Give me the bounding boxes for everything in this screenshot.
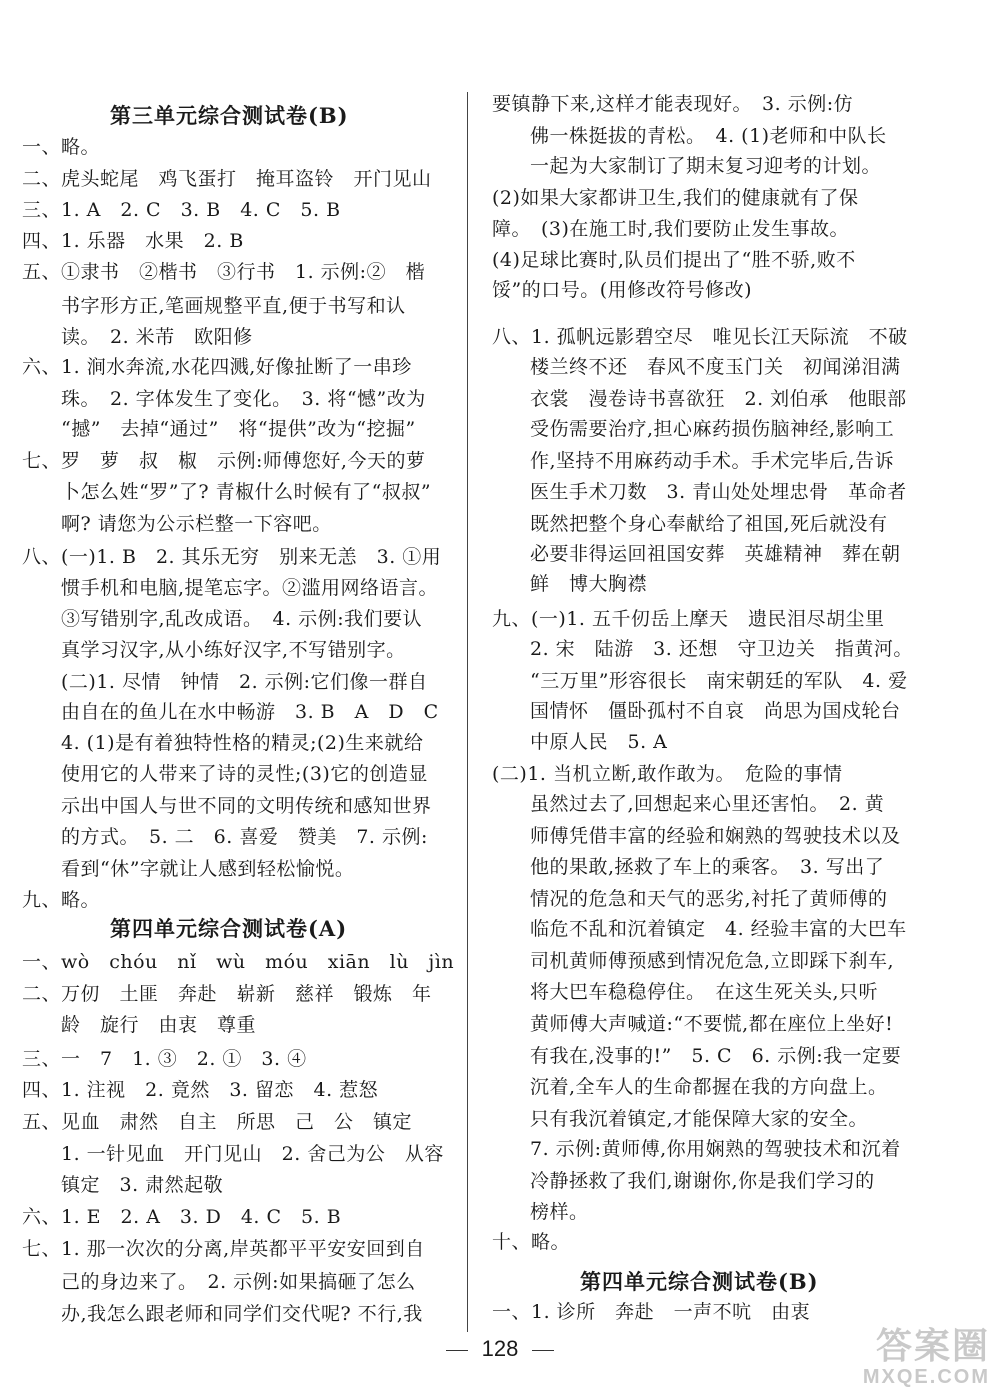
answer-line: 4. (1)是有着独特性格的精灵;(2)生来就给	[22, 732, 424, 754]
answer-line: 啊? 请您为公示栏整一下容吧。	[22, 513, 332, 535]
section-title: 第四单元综合测试卷(A)	[110, 916, 348, 941]
answer-line: 作,坚持不用麻药动手术。手术完毕后,告诉	[530, 450, 895, 472]
answer-line: 一起为大家制订了期末复习迎考的计划。	[530, 155, 882, 177]
answer-line: 馁”的口号。(用修改符号修改)	[492, 279, 753, 301]
answer-line: 一、1. 诊所 奔赴 一声不吭 由衷	[492, 1301, 811, 1323]
answer-line: 四、1. 注视 2. 竟然 3. 留恋 4. 惹怒	[22, 1079, 379, 1101]
answer-line: 由自在的鱼儿在水中畅游 3. B A D C	[22, 701, 439, 723]
answer-line: 珠。 2. 字体发生了变化。 3. 将“憾”改为	[22, 388, 426, 410]
answer-line: 7. 示例:黄师傅,你用娴熟的驾驶技术和沉着	[530, 1138, 901, 1160]
answer-line: 虽然过去了,回想起来心里还害怕。 2. 黄	[530, 793, 885, 815]
answer-line: 鲜 博大胸襟	[530, 573, 648, 595]
answer-line: 八、(一)1. B 2. 其乐无穷 别来无恙 3. ①用	[22, 546, 442, 568]
answer-line: (二)1. 当机立断,敢作敢为。 危险的事情	[492, 763, 843, 785]
answer-line: 国情怀 僵卧孤村不自哀 尚思为国戍轮台	[530, 700, 901, 722]
answer-line: 四、1. 乐器 水果 2. B	[22, 230, 244, 252]
answer-line: 七、1. 那一次次的分离,岸英都平平安安回到自	[22, 1238, 425, 1260]
answer-line: 读。 2. 米芾 欧阳修	[22, 326, 253, 348]
watermark-logo-text: 答案圈	[875, 1325, 990, 1366]
answer-line: 情况的危急和天气的恶劣,衬托了黄师傅的	[530, 888, 888, 910]
answer-line: 书字形方正,笔画规整平直,便于书写和认	[22, 295, 406, 317]
answer-line: 示出中国人与世不同的文明传统和感知世界	[22, 795, 432, 817]
answer-line: (二)1. 尽情 钟情 2. 示例:它们像一群自	[22, 671, 428, 693]
answer-line: 七、罗 萝 叔 椒 示例:师傅您好,今天的萝	[22, 450, 426, 472]
column-divider	[467, 92, 468, 1332]
answer-line: 看到“休”字就让人感到轻松愉悦。	[22, 858, 355, 880]
answer-line: 要镇静下来,这样才能表现好。 3. 示例:仿	[492, 93, 854, 115]
answer-line: 师傅凭借丰富的经验和娴熟的驾驶技术以及	[530, 825, 901, 847]
answer-line: 1. 一针见血 开门见山 2. 舍己为公 从容	[22, 1143, 444, 1165]
page-number: 128	[481, 1336, 519, 1361]
answer-line: 榜样。	[530, 1201, 589, 1223]
answer-line: 二、万仞 土匪 奔赴 崭新 慈祥 锻炼 年	[22, 983, 432, 1005]
answer-line: 六、1. E 2. A 3. D 4. C 5. B	[22, 1206, 342, 1228]
answer-line: 九、(一)1. 五千仞岳上摩天 遗民泪尽胡尘里	[492, 608, 885, 630]
answer-line: 司机黄师傅预感到情况危急,立即踩下刹车,	[530, 950, 895, 972]
answer-line: 五、见血 肃然 自主 所思 己 公 镇定	[22, 1111, 413, 1133]
answer-line: 十、略。	[492, 1231, 571, 1253]
answer-line: ③写错别字,乱改成语。 4. 示例:我们要认	[22, 608, 423, 630]
answer-line: 办,我怎么跟老师和同学们交代呢? 不行,我	[22, 1303, 423, 1325]
answer-line: 既然把整个身心奉献给了祖国,死后就没有	[530, 513, 888, 535]
answer-line: 医生手术刀数 3. 青山处处埋忠骨 革命者	[530, 481, 907, 503]
answer-line: 镇定 3. 肃然起敬	[22, 1174, 224, 1196]
answer-line: 只有我沉着镇定,才能保障大家的安全。	[530, 1108, 869, 1130]
section-title: 第四单元综合测试卷(B)	[580, 1269, 819, 1294]
answer-line: 二、虎头蛇尾 鸡飞蛋打 掩耳盗铃 开门见山	[22, 168, 432, 190]
answer-line: 使用它的人带来了诗的灵性;(3)它的创造显	[22, 763, 428, 785]
answer-line: “三万里”形容很长 南宋朝廷的军队 4. 爱	[530, 670, 908, 692]
watermark-url: MXQE.COM	[862, 1366, 990, 1388]
answer-line: 冷静拯救了我们,谢谢你,你是我们学习的	[530, 1170, 875, 1192]
answer-line: 五、①隶书 ②楷书 ③行书 1. 示例:② 楷	[22, 261, 426, 283]
answer-line: 佛一株挺拔的青松。 4. (1)老师和中队长	[530, 125, 887, 147]
section-title: 第三单元综合测试卷(B)	[110, 103, 349, 128]
answer-line: 三、1. A 2. C 3. B 4. C 5. B	[22, 199, 341, 221]
answer-line: 一、wò chóu nǐ wù móu xiān lù jìn	[22, 951, 455, 973]
answer-line: 临危不乱和沉着镇定 4. 经验丰富的大巴车	[530, 918, 907, 940]
answer-line: 受伤需要治疗,担心麻药损伤脑神经,影响工	[530, 418, 895, 440]
answer-line: 黄师傅大声喊道:“不要慌,都在座位上坐好!	[530, 1013, 894, 1035]
footer-dash-right	[532, 1350, 554, 1351]
answer-line: “撼” 去掉“通过” 将“提供”改为“挖掘”	[22, 418, 416, 440]
answer-line: 障。 (3)在施工时,我们要防止发生事故。	[492, 218, 849, 240]
answer-line: 己的身边来了。 2. 示例:如果搞砸了怎么	[22, 1271, 416, 1293]
answer-line: 楼兰终不还 春风不度玉门关 初闻涕泪满	[530, 356, 901, 378]
answer-line: 惯手机和电脑,提笔忘字。②滥用网络语言。	[22, 577, 439, 599]
answer-line: 衣裳 漫卷诗书喜欲狂 2. 刘伯承 他眼部	[530, 388, 907, 410]
answer-line: 沉着,全车人的生命都握在我的方向盘上。	[530, 1076, 888, 1098]
answer-line: (2)如果大家都讲卫生,我们的健康就有了保	[492, 187, 859, 209]
answer-line: 他的果敢,拯救了车上的乘客。 3. 写出了	[530, 856, 885, 878]
watermark	[850, 1326, 990, 1389]
answer-line: 的方式。 5. 二 6. 喜爱 赞美 7. 示例:	[22, 826, 428, 848]
answer-line: 八、1. 孤帆远影碧空尽 唯见长江天际流 不破	[492, 326, 908, 348]
answer-line: 必要非得运回祖国安葬 英雄精神 葬在朝	[530, 543, 901, 565]
answer-line: 龄 旋行 由衷 尊重	[22, 1014, 257, 1036]
answer-line: 九、略。	[22, 889, 101, 911]
answer-line: 六、1. 涧水奔流,水花四溅,好像扯断了一串珍	[22, 356, 412, 378]
answer-line: 中原人民 5. A	[530, 731, 668, 753]
answer-line: (4)足球比赛时,队员们提出了“胜不骄,败不	[492, 249, 856, 271]
footer-dash-left	[446, 1350, 468, 1351]
answer-line: 真学习汉字,从小练好汉字,不写错别字。	[22, 639, 406, 661]
answer-line: 将大巴车稳稳停住。 在这生死关头,只听	[530, 981, 879, 1003]
answer-line: 一、略。	[22, 136, 101, 158]
answer-line: 卜怎么姓“罗”了? 青椒什么时候有了“叔叔”	[22, 481, 432, 503]
answer-line: 有我在,没事的!” 5. C 6. 示例:我一定要	[530, 1045, 902, 1067]
answer-line: 三、一 7 1. ③ 2. ① 3. ④	[22, 1048, 307, 1070]
answer-line: 2. 宋 陆游 3. 还想 守卫边关 指黄河。	[530, 638, 913, 660]
